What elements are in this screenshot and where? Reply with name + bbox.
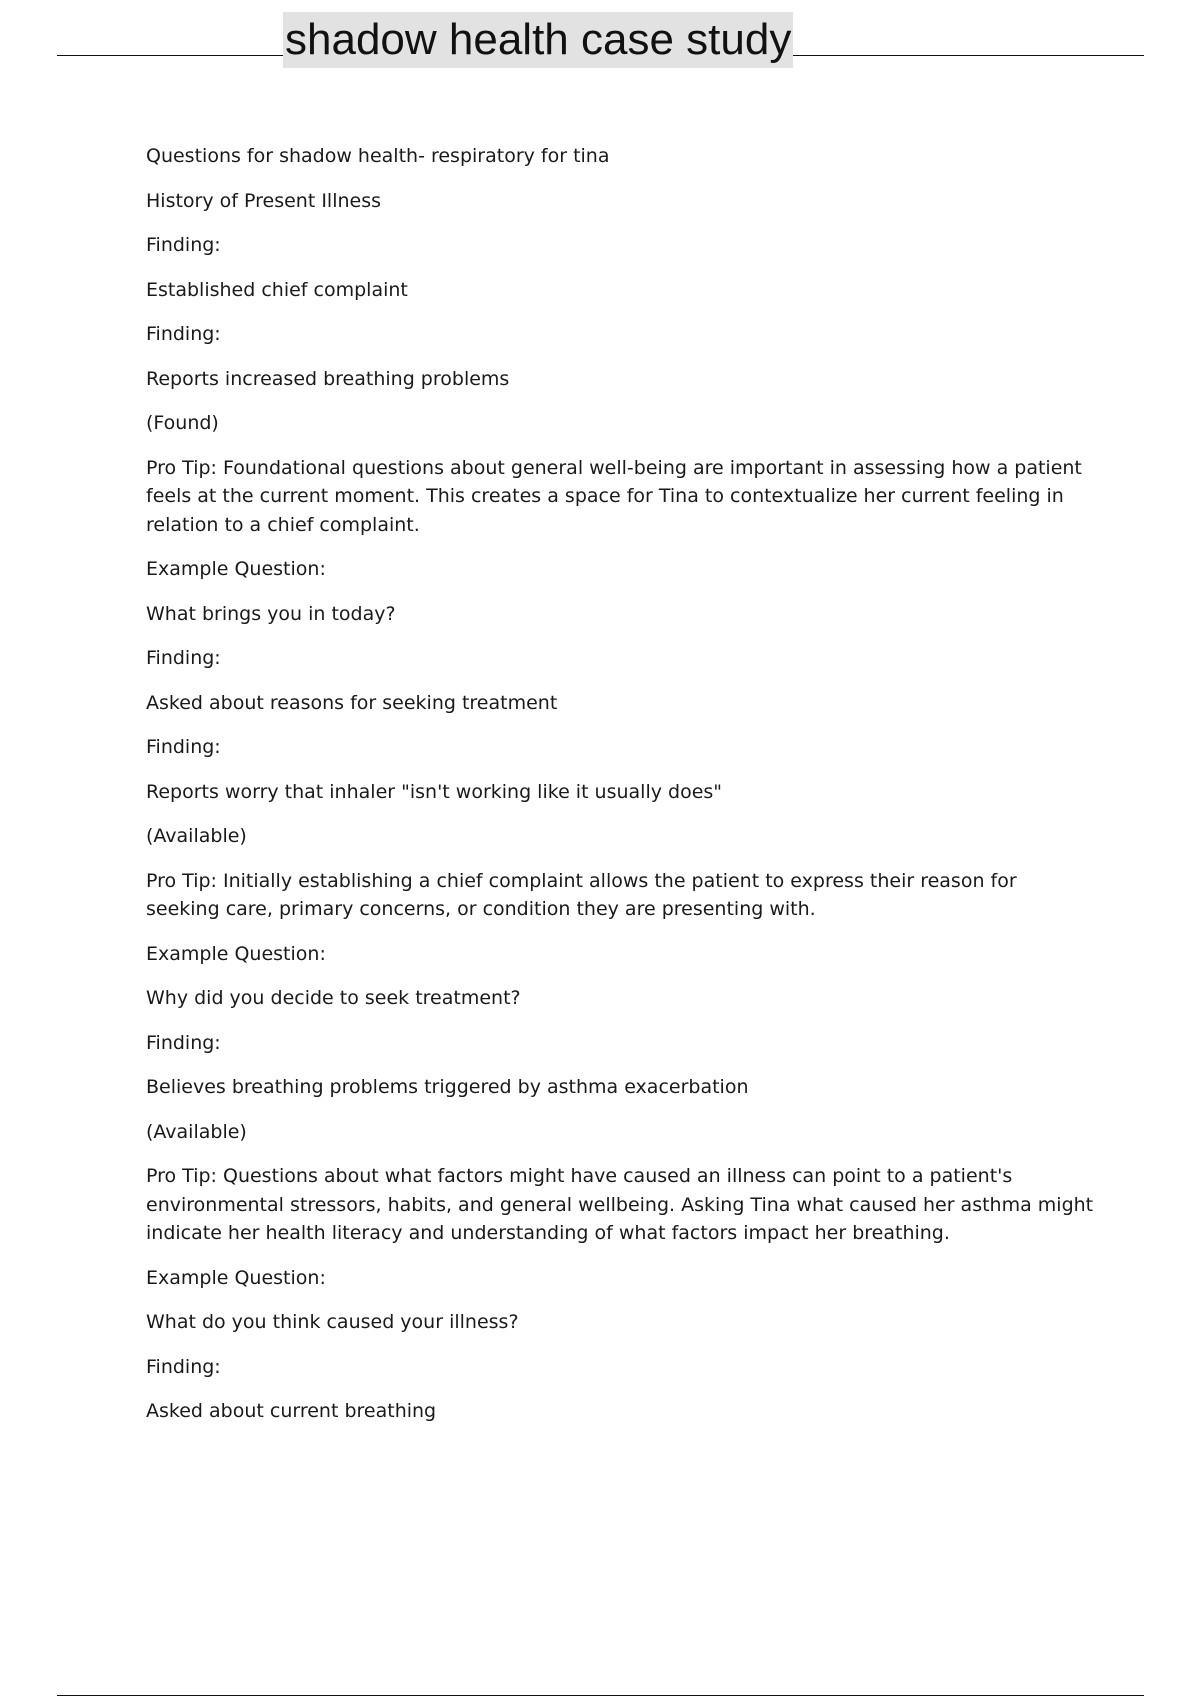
example-question-label: Example Question: bbox=[146, 942, 326, 965]
document-title: shadow health case study bbox=[283, 12, 793, 68]
example-question: Why did you decide to seek treatment? bbox=[146, 987, 521, 1009]
finding-label: Finding: bbox=[146, 1031, 221, 1054]
finding-text: Believes breathing problems triggered by asthma exacerbation bbox=[146, 1076, 749, 1098]
pro-tip: Pro Tip: Initially establishing a chief complaint allows the patient to express their reason for seeking care, primary concerns, or condition they are presenting with. bbox=[146, 869, 1017, 920]
example-question: What brings you in today? bbox=[146, 602, 396, 625]
example-question: What do you think caused your illness? bbox=[146, 1311, 519, 1333]
finding-label: Finding: bbox=[146, 736, 221, 758]
finding-text: Asked about reasons for seeking treatment bbox=[146, 691, 558, 714]
example-question-label: Example Question: bbox=[146, 558, 326, 580]
finding-text: Reports increased breathing problems bbox=[146, 367, 510, 390]
finding-label: Finding: bbox=[146, 1355, 221, 1378]
pro-tip: Pro Tip: Foundational questions about general well-being are important in assessing how a patient feels at the current moment. This creates a space for Tina to contextualize her current feeling in relation to a chief complaint. bbox=[146, 456, 1082, 536]
finding-label: Finding: bbox=[146, 323, 221, 345]
document-heading: Questions for shadow health- respiratory for tina bbox=[146, 145, 610, 167]
finding-text: Asked about current breathing bbox=[146, 1400, 437, 1422]
finding-status: (Found) bbox=[146, 412, 219, 434]
section-heading: History of Present Illness bbox=[146, 189, 382, 212]
example-question-label: Example Question: bbox=[146, 1266, 326, 1289]
page-header bbox=[57, 10, 1144, 70]
finding-status: (Available) bbox=[146, 1120, 247, 1143]
pro-tip: Pro Tip: Questions about what factors might have caused an illness can point to a patient's environmental stressors, habits, and general wellbeing. Asking Tina what caused her asthma might indicate her health literacy and understanding of what factors impact her breathing. bbox=[146, 1165, 1094, 1244]
finding-status: (Available) bbox=[146, 825, 247, 847]
footer-rule bbox=[57, 1695, 1144, 1696]
finding-text: Reports worry that inhaler "isn't working like it usually does" bbox=[146, 780, 723, 803]
finding-text: Established chief complaint bbox=[146, 278, 408, 301]
finding-label: Finding: bbox=[146, 234, 221, 256]
finding-label: Finding: bbox=[146, 647, 221, 669]
document-body bbox=[146, 142, 1096, 1442]
